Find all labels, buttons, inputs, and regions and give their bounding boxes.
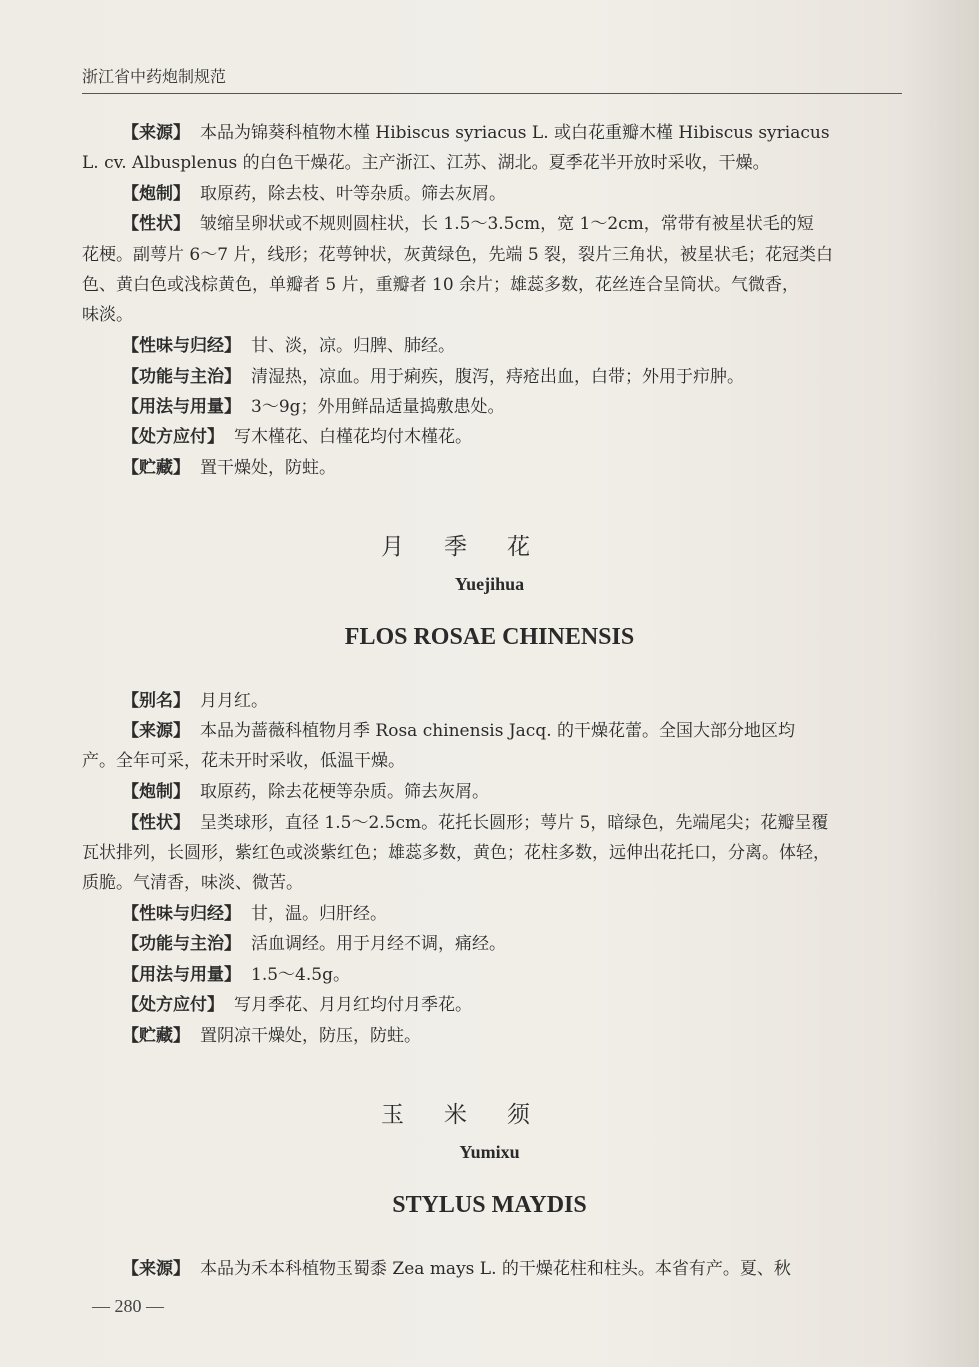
taste-label: 【性味与归经】 xyxy=(122,336,241,356)
entry1-function xyxy=(122,362,902,392)
entry2-title-chinese: 月季花 xyxy=(381,534,570,560)
usage-label: 【用法与用量】 xyxy=(122,965,241,985)
function-text: 清湿热，凉血。用于痢疾，腹泻，痔疮出血，白带；外用于疖肿。 xyxy=(251,367,744,387)
entry3-title-pinyin: Yumixu xyxy=(459,1142,520,1162)
entry2-process xyxy=(122,777,902,807)
source-text: 本品为禾本科植物玉蜀黍 Zea mays L. 的干燥花柱和柱头。本省有产。夏、秋 xyxy=(200,1259,791,1279)
entry2-char-line3: 质脆。气清香，味淡、微苦。 xyxy=(82,873,303,893)
entry2-alias xyxy=(122,686,902,716)
entry1-taste xyxy=(122,331,902,361)
source-label: 【来源】 xyxy=(122,123,190,143)
char-label: 【性状】 xyxy=(122,813,190,833)
storage-text: 置干燥处，防蛀。 xyxy=(200,458,336,478)
entry2-usage xyxy=(122,960,902,990)
alias-text: 月月红。 xyxy=(200,691,268,711)
function-label: 【功能与主治】 xyxy=(122,367,241,387)
entry2-storage xyxy=(122,1021,902,1051)
prescription-label: 【处方应付】 xyxy=(122,995,224,1015)
entry2-title-latin: FLOS ROSAE CHINENSIS xyxy=(344,624,635,650)
entry2-char-line2: 瓦状排列，长圆形，紫红色或淡紫红色；雄蕊多数，黄色；花柱多数，远伸出花托口，分离。体轻， xyxy=(82,843,830,863)
storage-label: 【贮藏】 xyxy=(122,1026,190,1046)
prescription-text: 写木槿花、白槿花均付木槿花。 xyxy=(234,427,472,447)
source-label: 【来源】 xyxy=(122,1259,190,1279)
alias-label: 【别名】 xyxy=(122,691,190,711)
process-text: 取原药，除去枝、叶等杂质。筛去灰屑。 xyxy=(200,184,506,204)
usage-text: 1.5～4.5g。 xyxy=(251,965,350,985)
entry1-source-line1 xyxy=(122,118,902,148)
entry1-process xyxy=(122,179,902,209)
entry2-char-line1 xyxy=(122,808,902,838)
entry1-prescription xyxy=(122,422,902,452)
header-rule xyxy=(82,93,902,94)
entry2-source-line1 xyxy=(122,716,902,746)
function-text: 活血调经。用于月经不调，痛经。 xyxy=(251,934,506,954)
source-text: 本品为锦葵科植物木槿 Hibiscus syriacus L. 或白花重瓣木槿 Hibiscus syriacus xyxy=(200,123,830,143)
taste-label: 【性味与归经】 xyxy=(122,904,241,924)
entry1-char-line1 xyxy=(122,209,902,239)
entry1-char-line2: 花梗。副萼片 6～7 片，线形；花萼钟状，灰黄绿色，先端 5 裂，裂片三角状，被星状毛；花冠类白 xyxy=(82,245,834,265)
source-text: 本品为蔷薇科植物月季 Rosa chinensis Jacq. 的干燥花蕾。全国大部分地区均 xyxy=(200,721,796,741)
char-text: 皱缩呈卵状或不规则圆柱状，长 1.5～3.5cm，宽 1～2cm，常带有被星状毛的短 xyxy=(200,214,814,234)
entry2-taste xyxy=(122,899,902,929)
entry2-prescription xyxy=(122,990,902,1020)
prescription-text: 写月季花、月月红均付月季花。 xyxy=(234,995,472,1015)
entry2-function xyxy=(122,929,902,959)
running-head: 浙江省中药炮制规范 xyxy=(82,67,227,86)
entry1-char-line3: 色、黄白色或浅棕黄色，单瓣者 5 片，重瓣者 10 余片；雄蕊多数，花丝连合呈筒状。气微香， xyxy=(82,275,800,295)
process-text: 取原药，除去花梗等杂质。筛去灰屑。 xyxy=(200,782,489,802)
entry1-storage xyxy=(122,453,902,483)
entry2-source-line2: 产。全年可采，花未开时采收，低温干燥。 xyxy=(82,751,405,771)
char-text: 呈类球形，直径 1.5～2.5cm。花托长圆形；萼片 5，暗绿色，先端尾尖；花瓣呈覆 xyxy=(200,813,829,833)
storage-label: 【贮藏】 xyxy=(122,458,190,478)
usage-text: 3～9g；外用鲜品适量捣敷患处。 xyxy=(251,397,505,417)
entry1-source-line2: L. cv. Albusplenus 的白色干燥花。主产浙江、江苏、湖北。夏季花半开放时采收，干燥。 xyxy=(82,153,770,173)
taste-text: 甘，温。归肝经。 xyxy=(251,904,387,924)
source-label: 【来源】 xyxy=(122,721,190,741)
entry3-title-latin: STYLUS MAYDIS xyxy=(392,1192,587,1218)
entry3-title-chinese: 玉米须 xyxy=(381,1102,570,1128)
entry2-title-pinyin: Yuejihua xyxy=(454,574,525,594)
page-number: — 280 — xyxy=(92,1296,164,1316)
process-label: 【炮制】 xyxy=(122,782,190,802)
process-label: 【炮制】 xyxy=(122,184,190,204)
entry3-source-line1 xyxy=(122,1254,902,1284)
prescription-label: 【处方应付】 xyxy=(122,427,224,447)
usage-label: 【用法与用量】 xyxy=(122,397,241,417)
taste-text: 甘、淡，凉。归脾、肺经。 xyxy=(251,336,455,356)
entry1-char-line4: 味淡。 xyxy=(82,305,133,325)
storage-text: 置阴凉干燥处，防压，防蛀。 xyxy=(200,1026,421,1046)
function-label: 【功能与主治】 xyxy=(122,934,241,954)
char-label: 【性状】 xyxy=(122,214,190,234)
entry1-usage xyxy=(122,392,902,422)
